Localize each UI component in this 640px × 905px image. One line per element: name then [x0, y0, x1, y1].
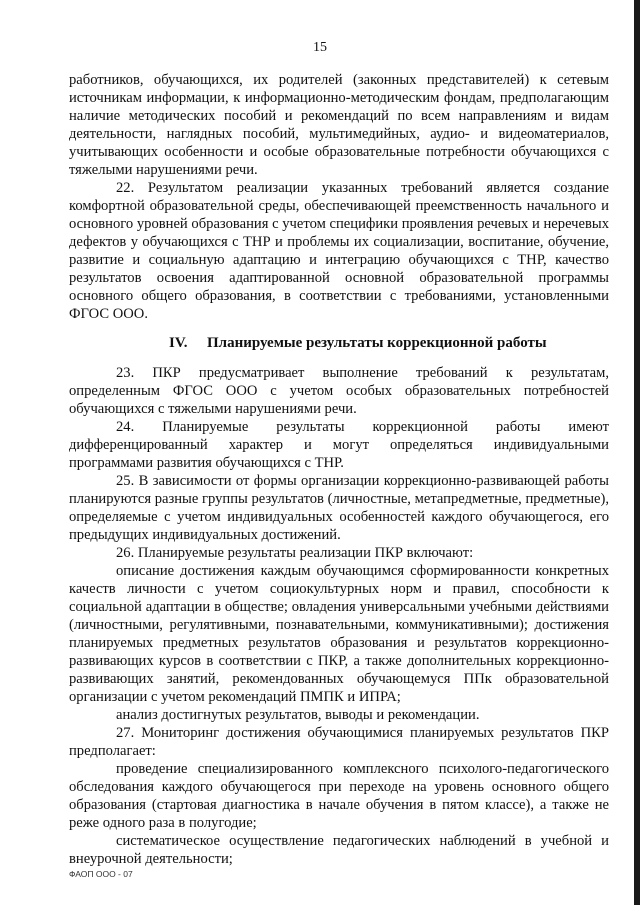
document-body — [69, 71, 609, 868]
footer-code: ФАОП ООО - 07 — [69, 869, 133, 879]
page-number: 15 — [313, 40, 327, 55]
paragraph: 25. В зависимости от формы организации коррекционно-развивающей работы планируются разные группы результатов (личностные, метапредметные, предметные), определяемые с учетом индивидуальных особенностей каждого обучающегося, его предыдущих индивидуальных достижений. — [69, 473, 609, 543]
paragraph: 22. Результатом реализации указанных требований является создание комфортной образовательной среды, обеспечивающей преемственность начального и основного уровней образования с учетом специфики проявления речевых и неречевых дефектов у обучающихся с ТНР и проблемы их социализации, воспитание, обучение, развитие и социальную адаптацию и интеграцию обучающихся с ТНР, качество результатов освоения адаптированной основной образовательной программы основного общего образования, в соответствии с требованиями, установленными ФГОС ООО. — [69, 180, 609, 322]
section-number: IV. — [169, 335, 188, 351]
paragraph: работников, обучающихся, их родителей (законных представителей) к сетевым источникам информации, к информационно-методическим фондам, предполагающим наличие методических пособий и рекомендаций по всем направлениям и видам деятельности, наглядных пособий, мультимедийных, аудио- и видеоматериалов, учитывающих особенности и особые образовательные потребности обучающихся с тяжелыми нарушениями речи. — [69, 72, 609, 178]
paragraph: 23. ПКР предусматривает выполнение требований к результатам, определенным ФГОС ООО с учетом особых образовательных потребностей обучающихся с тяжелыми нарушениями речи. — [69, 365, 609, 417]
paragraph: проведение специализированного комплексного психолого-педагогического обследования каждого обучающегося при переходе на уровень основного общего образования (стартовая диагностика в начале обучения в пятом классе), а также не реже одного раза в полугодие; — [69, 761, 609, 831]
paragraph: описание достижения каждым обучающимся сформированности конкретных качеств личности с учетом социокультурных норм и правил, способности к социальной адаптации в обществе; овладения универсальными учебными действиями (личностными, регулятивными, познавательными, коммуникативными); достижения планируемых предметных результатов образования и результатов коррекционно-развивающих курсов в соответствии с ПКР, а также дополнительных коррекционно-развивающих занятий, рекомендованных обучающемуся ППк образовательной организации с учетом рекомендаций ПМПК и ИПРА; — [69, 563, 609, 705]
paragraph: систематическое осуществление педагогических наблюдений в учебной и внеурочной деятельности; — [69, 833, 609, 867]
paragraph: 27. Мониторинг достижения обучающимися планируемых результатов ПКР предполагает: — [69, 725, 609, 759]
paragraph: 24. Планируемые результаты коррекционной работы имеют дифференцированный характер и могут определяться индивидуальными программами развития обучающихся с ТНР. — [69, 419, 609, 471]
paragraph: анализ достигнутых результатов, выводы и рекомендации. — [116, 707, 480, 723]
section-heading — [69, 334, 609, 352]
paragraph: 26. Планируемые результаты реализации ПКР включают: — [116, 545, 474, 561]
page-edge — [634, 0, 640, 905]
section-title: Планируемые результаты коррекционной работы — [207, 335, 547, 351]
